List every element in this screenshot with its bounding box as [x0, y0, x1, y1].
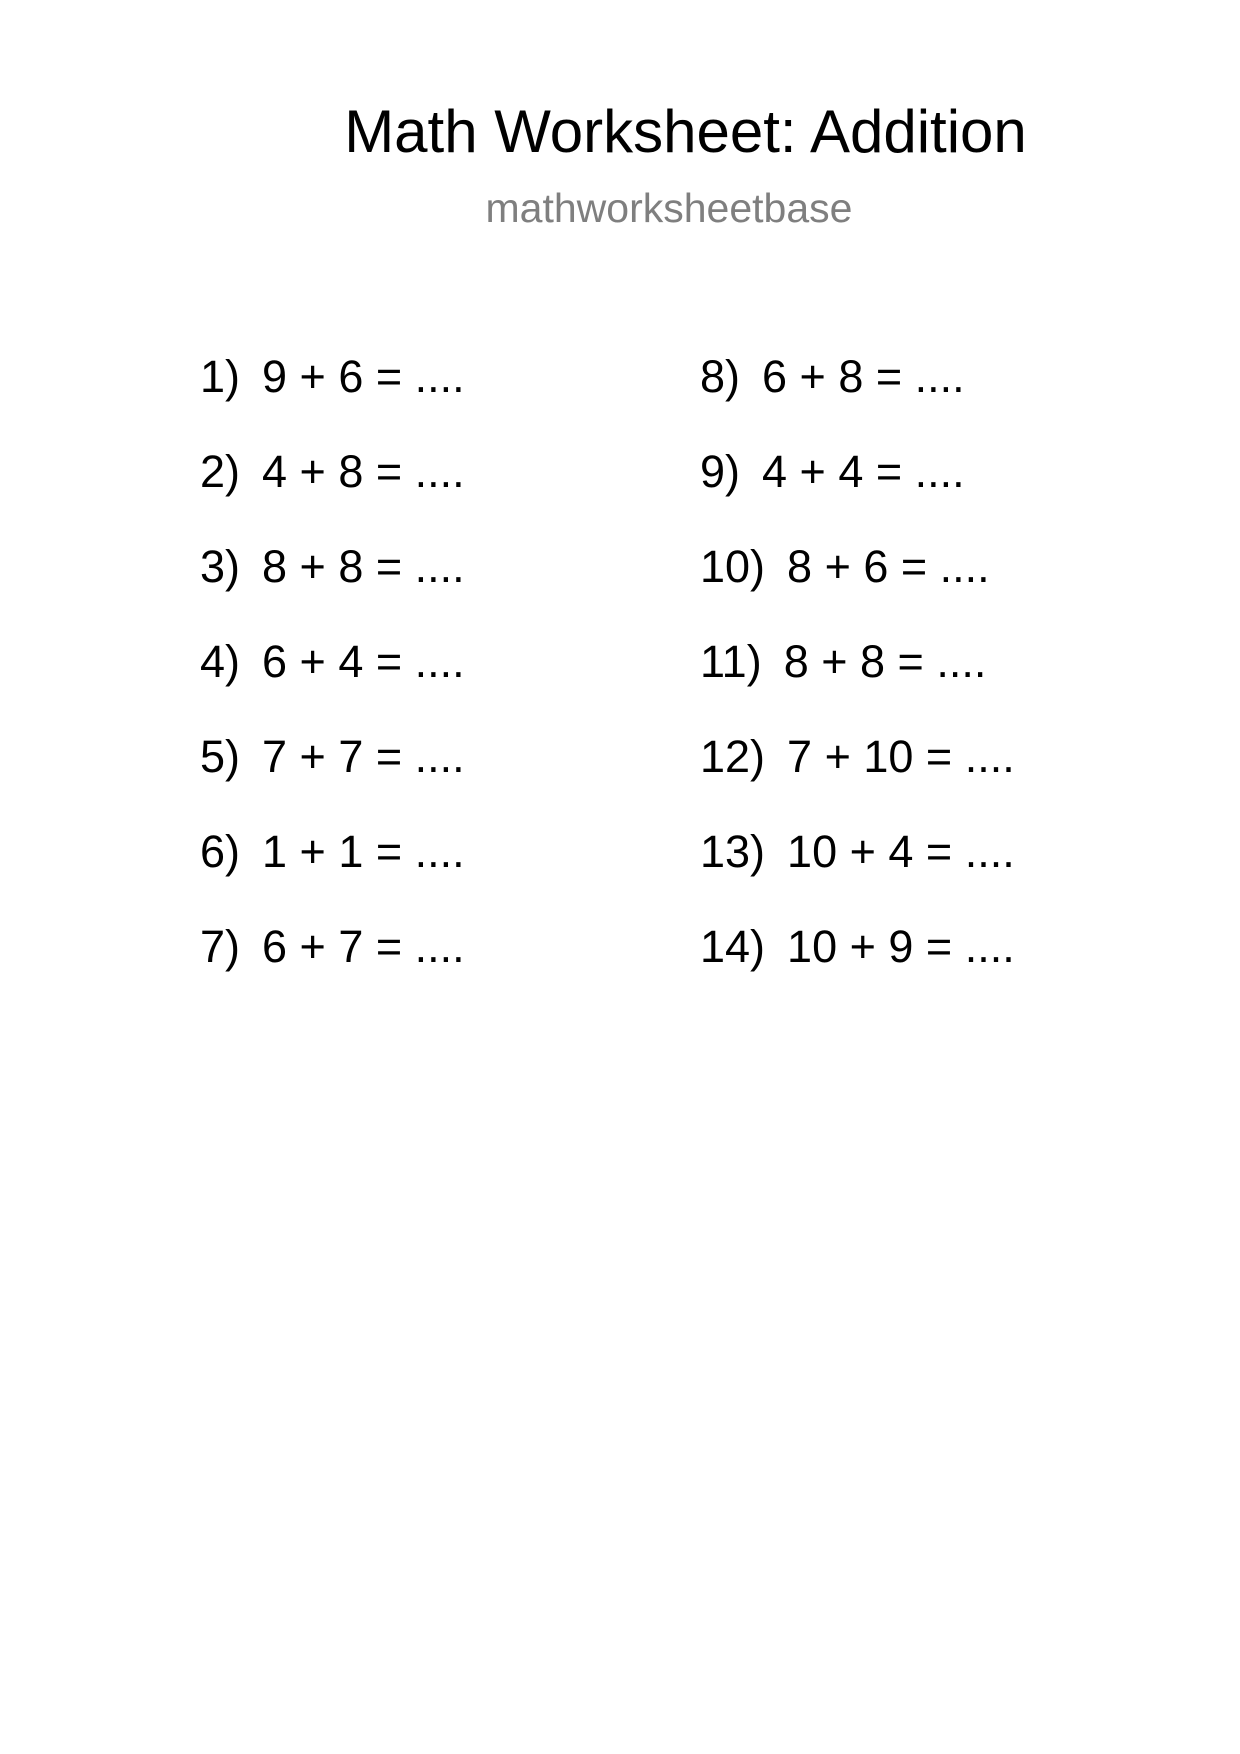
problem-number: 4) — [200, 636, 241, 687]
problem-expression: 4 + 4 = .... — [762, 446, 965, 497]
worksheet-title: Math Worksheet: Addition — [344, 98, 1027, 165]
problem-8 — [700, 350, 1015, 445]
problem-expression: 6 + 7 = .... — [262, 921, 465, 972]
problem-number: 6) — [200, 826, 241, 877]
problems-right-column — [700, 350, 1015, 1015]
problem-expression: 6 + 8 = .... — [762, 351, 965, 402]
problem-number: 10) — [700, 541, 766, 592]
problem-6 — [200, 825, 465, 920]
problem-number: 9) — [700, 446, 741, 497]
problem-4 — [200, 635, 465, 730]
worksheet-source: mathworksheetbase — [485, 185, 853, 231]
problem-expression: 8 + 8 = .... — [262, 541, 465, 592]
problem-expression: 10 + 4 = .... — [787, 826, 1015, 877]
problem-expression: 7 + 7 = .... — [262, 731, 465, 782]
problem-12 — [700, 730, 1015, 825]
problem-number: 5) — [200, 731, 241, 782]
problem-10 — [700, 540, 1015, 635]
problem-number: 3) — [200, 541, 241, 592]
problem-number: 7) — [200, 921, 241, 972]
problem-expression: 1 + 1 = .... — [262, 826, 465, 877]
problem-14 — [700, 920, 1015, 1015]
problem-number: 2) — [200, 446, 241, 497]
problem-expression: 7 + 10 = .... — [787, 731, 1015, 782]
problem-expression: 8 + 8 = .... — [783, 636, 987, 687]
problem-number: 8) — [700, 351, 741, 402]
problem-5 — [200, 730, 465, 825]
problem-1 — [200, 350, 465, 445]
problem-number: 11) — [700, 636, 762, 687]
problem-11 — [700, 635, 1015, 730]
problem-7 — [200, 920, 465, 1015]
problem-expression: 8 + 6 = .... — [787, 541, 990, 592]
problem-expression: 10 + 9 = .... — [787, 921, 1015, 972]
problem-2 — [200, 445, 465, 540]
problem-9 — [700, 445, 1015, 540]
problem-expression: 6 + 4 = .... — [262, 636, 465, 687]
problem-number: 14) — [700, 921, 766, 972]
problem-number: 1) — [200, 351, 241, 402]
problem-3 — [200, 540, 465, 635]
problem-number: 13) — [700, 826, 766, 877]
problem-13 — [700, 825, 1015, 920]
problem-expression: 9 + 6 = .... — [262, 351, 465, 402]
problem-number: 12) — [700, 731, 766, 782]
problems-left-column — [200, 350, 465, 1015]
problem-expression: 4 + 8 = .... — [262, 446, 465, 497]
